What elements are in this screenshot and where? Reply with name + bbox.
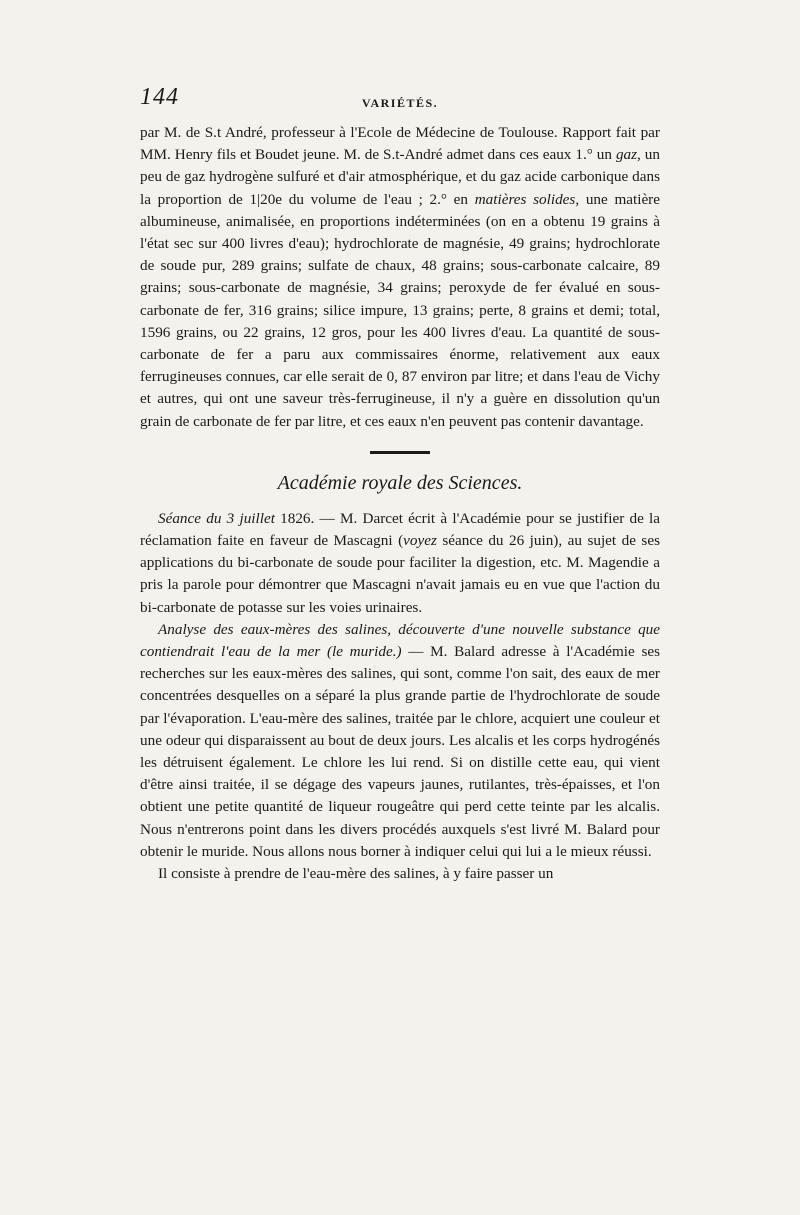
paragraph-analyse [140, 619, 660, 863]
emphasis-text: voyez [403, 532, 437, 550]
paragraph-text: séance du 26 juin), au sujet de ses applications du bi-carbonate de soude pour faciliter la digestion, etc. M. Magendie a pris la parole pour démontrer que Mascagni n'avait jamais eu en vue que l'action du bi-carbonate de potasse sur les voies urinaires. [140, 532, 660, 616]
emphasis-text: matières solides [474, 190, 576, 208]
paragraph-text: 1826. — M. Darcet écrit à l'Académie pour se justifier de la réclamation faite en faveur de Mascagni ( [140, 509, 661, 550]
paragraph-procede: Il consiste à prendre de l'eau-mère des salines, à y faire passer un [158, 865, 554, 883]
section-divider [370, 451, 430, 454]
running-title: VARIÉTÉS. [361, 96, 439, 110]
section-title: Académie royale des Sciences. [277, 471, 523, 494]
page-number: 144 [140, 84, 179, 110]
book-page [140, 84, 661, 885]
emphasis-heading: Analyse des eaux-mères des salines, découverte d'une nouvelle substance que contiendrait l'eau de la mer (le muride.) [140, 620, 660, 661]
emphasis-text: Séance du [158, 509, 222, 527]
running-head [140, 84, 660, 118]
paragraph-seance [140, 508, 660, 619]
paragraph-text: , une matière albumineuse, animalisée, en proportions indéterminées (on en a obtenu 19 grains à l'état sec sur 400 livres d'eau); hydrochlorate de magnésie, 49 grains; hydrochlorate de soude pur, 289 grains; sulfate de chaux, 48 grains; sous-carbonate calcaire, 89 grains; sous-carbonate de magnésie, 34 grains; peroxyde de fer évalué en sous-carbonate de fer, 316 grains; silice impure, 13 grains; perte, 8 grains et demi; total, 1596 grains, ou 22 grains, 12 gros, pour les 400 livres d'eau. La quantité de sous-carbonate de fer a paru aux commissaires énorme, relativement aux eaux ferrugineuses connues, car elle serait de 0, 87 environ par litre; et dans l'eau de Vichy et autres, qui ont une saveur très-ferrugineuse, il n'y a guère en dissolution qu'un grain de carbonate de fer par litre, et ces eaux n'en peuvent pas contenir davantage. [140, 190, 660, 430]
paragraph-text: — M. Balard adresse à l'Académie ses recherches sur les eaux-mères des salines, qui sont, comme l'on sait, des eaux de mer concentrées desquelles on a séparé la plus grande partie de l'hydrochlorate de soude par l'évaporation. L'eau-mère des salines, traitée par le chlore, acquiert une couleur et une odeur qui disparaissent au bout de deux jours. Les alcalis et les corps hydrogénés les détruisent également. Le chlore les lui rend. Si on distille cette eau, qui vient d'être ainsi traitée, il se dégage des vapeurs jaunes, rutilantes, très-épaisses, et l'on obtient une petite quantité de liqueur rougeâtre qui perd cette teinte par les alcalis. Nous n'entrerons point dans les divers procédés auxquels s'est livré M. Balard pour obtenir le muride. Nous allons nous borner à indiquer celui qui lui a le mieux réussi. [140, 643, 661, 860]
emphasis-text: gaz [615, 146, 638, 164]
paragraph-text: par M. de S.t André, professeur à l'Ecole de Médecine de Toulouse. Rapport fait par MM. Henry fils et Boudet jeune. M. de S.t-André admet dans ces eaux 1.° un [140, 124, 660, 164]
paragraph-text: , un peu de gaz hydrogène sulfuré et d'air atmosphérique, et du gaz acide carbonique dans la proportion de 1|20e du volume de l'eau ; 2.° en [140, 146, 660, 208]
emphasis-date: 3 juillet [226, 509, 275, 527]
paragraph-report [140, 122, 660, 433]
